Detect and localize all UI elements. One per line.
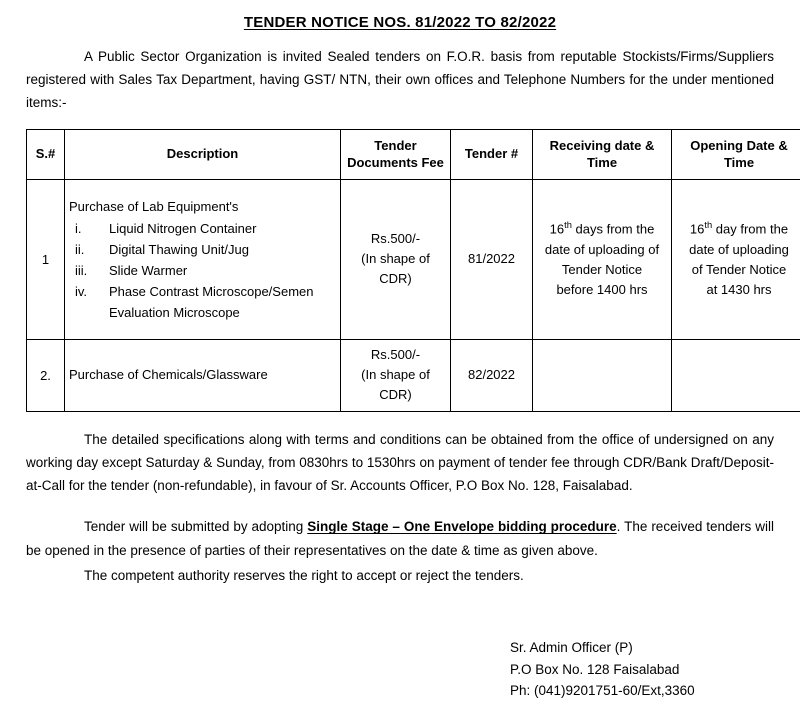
row1-opening-line1 [676,218,800,239]
table-body [27,179,800,411]
signature-block [510,637,695,702]
bidding-paragraph [26,515,774,561]
item-number: ii. [75,239,109,260]
row1-fee [341,179,451,339]
row1-receiving-line4: before 1400 hrs [537,280,667,300]
row1-fee-amount: Rs.500/- [345,229,446,249]
row1-description-heading: Purchase of Lab Equipment's [69,196,336,217]
row1-serial: 1 [27,179,65,339]
row1-fee-shape: (In shape of [345,249,446,269]
signature-address: P.O Box No. 128 Faisalabad [510,659,695,681]
row1-opening-day: 16 [690,222,704,237]
header-description: Description [65,129,341,179]
bidding-text-pre: Tender will be submitted by adopting [84,519,307,534]
signature-officer: Sr. Admin Officer (P) [510,637,695,659]
row1-opening-line3: of Tender Notice [676,260,800,280]
row2-receiving [533,339,672,411]
table-header-row [27,129,800,179]
row2-fee-amount: Rs.500/- [345,345,446,365]
row1-receiving [533,179,672,339]
header-tender-documents-fee: Tender Documents Fee [341,129,451,179]
table-row [27,339,800,411]
row2-description [65,339,341,411]
row1-receiving-line1-rest: days from the [572,222,654,237]
list-item [75,281,336,323]
table-row [27,179,800,339]
item-text: Phase Contrast Microscope/Semen Evaluation Microscope [109,281,336,323]
intro-paragraph [26,45,774,115]
bidding-text-post: . The received tenders will be opened in the presence of parties of their representatives on the date & time as given above. [26,519,774,557]
bidding-procedure-highlight: Single Stage – One Envelope bidding procedure [307,519,616,534]
authority-paragraph [26,564,774,587]
row1-opening-suffix: th [704,220,712,230]
list-item [75,239,336,260]
row2-fee [341,339,451,411]
item-number: iv. [75,281,109,323]
specifications-text: The detailed specifications along with terms and conditions can be obtained from the office of undersigned on any working day except Saturday & Sunday, from 0830hrs to 1530hrs on payment of tender fee through CDR/Bank Draft/Deposit-at-Call for the tender (non-refundable), in favour of Sr. Accounts Officer, P.O Box No. 128, Faisalabad. [26,432,774,493]
item-text: Liquid Nitrogen Container [109,218,256,239]
row1-description [65,179,341,339]
row2-description-heading: Purchase of Chemicals/Glassware [69,364,336,385]
item-text: Slide Warmer [109,260,187,281]
row1-opening-line1-rest: day from the [712,222,788,237]
authority-text: The competent authority reserves the right to accept or reject the tenders. [84,568,524,583]
row2-fee-cdr: CDR) [345,385,446,405]
row1-receiving-line3: Tender Notice [537,260,667,280]
signature-phone: Ph: (041)9201751-60/Ext,3360 [510,680,695,702]
list-item [75,218,336,239]
row2-opening [672,339,800,411]
specifications-paragraph [26,428,774,498]
row1-item-list [69,218,336,323]
row1-receiving-line1 [537,218,667,239]
page-title: TENDER NOTICE NOS. 81/2022 TO 82/2022 [0,14,800,31]
row2-tender-number: 82/2022 [451,339,533,411]
header-opening-date-time: Opening Date & Time [672,129,800,179]
header-serial: S.# [27,129,65,179]
intro-text: A Public Sector Organization is invited Sealed tenders on F.O.R. basis from reputable Stockists/Firms/Suppliers registered with Sales Tax Department, having GST/ NTN, their own offices and Telephone Numbers for the under mentioned items:- [26,49,774,110]
tender-table [26,129,800,412]
list-item [75,260,336,281]
row1-receiving-suffix: th [564,220,572,230]
row1-opening-line2: date of uploading [676,240,800,260]
row1-fee-cdr: CDR) [345,269,446,289]
row1-opening-line4: at 1430 hrs [676,280,800,300]
table-header [27,129,800,179]
row1-opening [672,179,800,339]
item-text: Digital Thawing Unit/Jug [109,239,249,260]
header-tender-number: Tender # [451,129,533,179]
row2-serial: 2. [27,339,65,411]
tender-notice-page [0,14,800,712]
header-receiving-date-time: Receiving date & Time [533,129,672,179]
row1-receiving-day: 16 [550,222,564,237]
row1-tender-number: 81/2022 [451,179,533,339]
item-number: i. [75,218,109,239]
row2-fee-shape: (In shape of [345,365,446,385]
item-number: iii. [75,260,109,281]
row1-receiving-line2: date of uploading of [537,240,667,260]
